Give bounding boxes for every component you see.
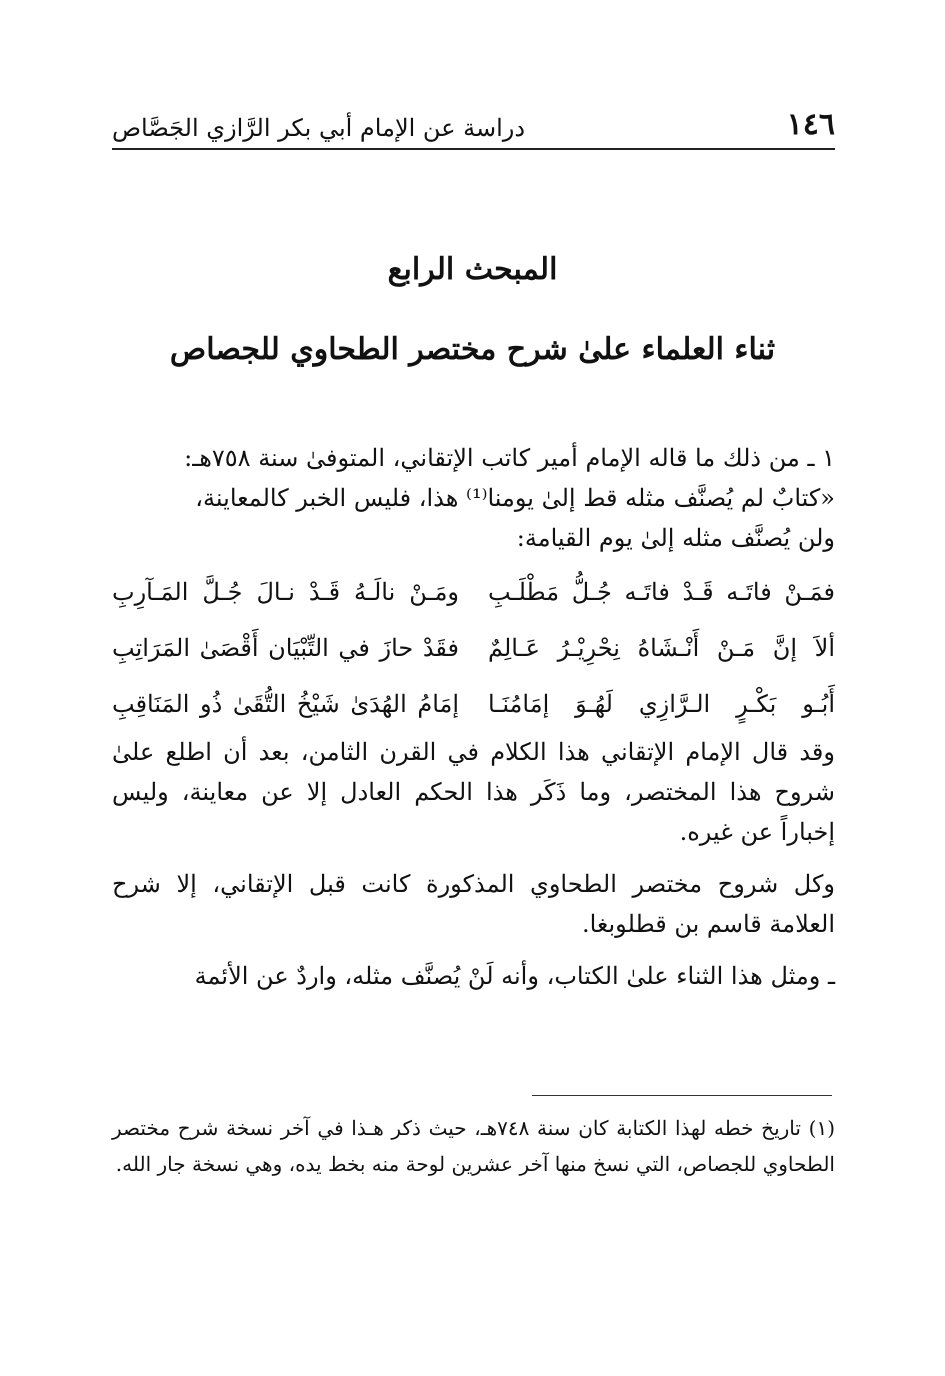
body-text xyxy=(112,438,835,996)
footnote-divider xyxy=(532,1095,832,1096)
verse-second-hemistich: إمَامُ الهُدَىٰ شَيْخُ التُّقَىٰ ذُو المَنَاقِبِ xyxy=(112,690,460,718)
section-heading: المبحث الرابع xyxy=(387,252,558,287)
paragraph-1-line-3: ولن يُصنَّف مثله إلىٰ يوم القيامة: xyxy=(516,524,835,552)
running-title: دراسة عن الإمام أبي بكر الرَّازي الجَصَّاص xyxy=(112,114,526,142)
page-header xyxy=(112,108,835,150)
verse-first-hemistich: ألاَ إنَّ مَـنْ أَنْـشَاهُ نِحْرِيْـرُ عَـالِمٌ xyxy=(487,634,835,662)
paragraph-1-line-1: ١ ـ من ذلك ما قاله الإمام أمير كاتب الإتقاني، المتوفىٰ سنة ٧٥٨هـ: xyxy=(184,444,835,472)
paragraph-1-line-2: «كتابٌ لم يُصنَّف مثله قط إلىٰ يومنا⁽¹⁾ هذا، فليس الخبر كالمعاينة، xyxy=(195,484,835,512)
poem-verse xyxy=(112,564,835,620)
poem-verse xyxy=(112,676,835,732)
paragraph-2: وقد قال الإمام الإتقاني هذا الكلام في القرن الثامن، بعد أن اطلع علىٰ شروح هذا المختصر، وما ذَكَر هذا الحكم العادل إلا عن معاينة، وليس إخباراً عن غيره. xyxy=(112,738,835,846)
paragraph-4: ـ ومثل هذا الثناء علىٰ الكتاب، وأنه لَنْ يُصنَّف مثله، واردٌ عن الأئمة xyxy=(194,962,835,990)
poem xyxy=(112,564,835,732)
paragraph-3: وكل شروح مختصر الطحاوي المذكورة كانت قبل الإتقاني، إلا شرح العلامة قاسم بن قطلوبغا. xyxy=(112,870,835,938)
poem-verse xyxy=(112,620,835,676)
section-subheading: ثناء العلماء علىٰ شرح مختصر الطحاوي للجصاص xyxy=(169,332,776,367)
page-number: ١٤٦ xyxy=(786,107,835,142)
verse-second-hemistich: ومَـنْ نالَـهُ قَـدْ نـالَ جُـلَّ المَـآرِبِ xyxy=(112,578,460,606)
footnote-text: (١) تاريخ خطه لهذا الكتابة كان سنة ٧٤٨هـ، حيث ذكر هـذا في آخر نسخة شرح مختصر الطحاوي للجصاص، التي نسخ منها آخر عشرين لوحة منه بخط يده، وهي نسخة جار الله. xyxy=(112,1116,836,1176)
verse-first-hemistich: فمَـنْ فاتَـه قَـدْ فاتَـه جُـلُّ مَطْلَـبِ xyxy=(487,578,835,606)
footnote xyxy=(112,1110,835,1182)
verse-second-hemistich: فقَدْ حازَ في التِّبْيَان أَقْصَىٰ المَرَاتِبِ xyxy=(112,634,460,662)
verse-first-hemistich: أَبُـو بَكْـرٍ الـرَّازِي لَهُـوَ إمَامُنَـا xyxy=(487,690,835,718)
